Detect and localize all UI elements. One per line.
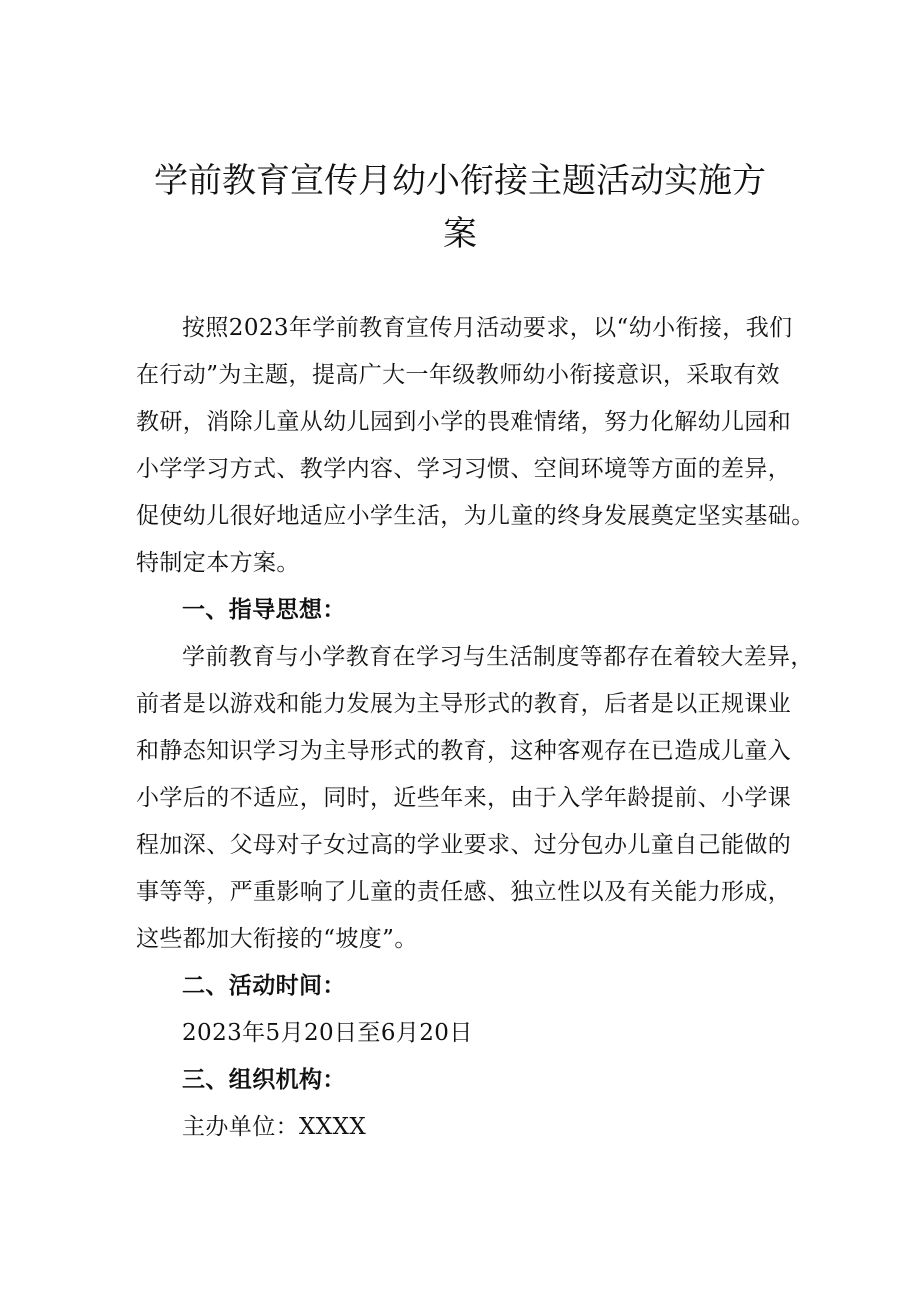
- intro-paragraph-line: 特制定本方案。: [136, 550, 300, 576]
- section1-paragraph-line: 事等等，严重影响了儿童的责任感、独立性以及有关能力形成，: [136, 879, 792, 905]
- organizer-text: 主办单位：XXXX: [182, 1114, 367, 1140]
- section-heading-guiding-ideology: 一、指导思想：: [182, 597, 346, 623]
- intro-paragraph-line: 在行动”为主题，提高广大一年级教师幼小衔接意识，采取有效: [136, 362, 780, 388]
- activity-time-text: 2023年5月20日至6月20日: [182, 1020, 473, 1046]
- section1-paragraph-line: 前者是以游戏和能力发展为主导形式的教育，后者是以正规课业: [136, 691, 792, 717]
- section1-paragraph-line: 小学后的不适应，同时，近些年来，由于入学年龄提前、小学课: [136, 785, 792, 811]
- document-title-line-2: 案: [443, 214, 477, 254]
- intro-paragraph-line: 小学学习方式、教学内容、学习习惯、空间环境等方面的差异，: [136, 456, 792, 482]
- intro-paragraph-line: 教研，消除儿童从幼儿园到小学的畏难情绪，努力化解幼儿园和: [136, 409, 792, 435]
- section1-paragraph-line: 程加深、父母对子女过高的学业要求、过分包办儿童自己能做的: [136, 832, 792, 858]
- section1-paragraph-line: 这些都加大衔接的“坡度”。: [136, 926, 418, 952]
- section-heading-organization: 三、组织机构：: [182, 1067, 346, 1093]
- section-heading-activity-time: 二、活动时间：: [182, 973, 346, 999]
- intro-paragraph-line: 促使幼儿很好地适应小学生活，为儿童的终身发展奠定坚实基础。: [136, 503, 815, 529]
- document-body: [136, 305, 815, 1151]
- intro-paragraph-line: 按照2023年学前教育宣传月活动要求，以“幼小衔接，我们: [182, 315, 793, 341]
- section1-paragraph-line: 学前教育与小学教育在学习与生活制度等都存在着较大差异，: [182, 644, 814, 670]
- section1-paragraph-line: 和静态知识学习为主导形式的教育，这种客观存在已造成儿童入: [136, 738, 792, 764]
- document-title-line-1: 学前教育宣传月幼小衔接主题活动实施方: [154, 161, 766, 201]
